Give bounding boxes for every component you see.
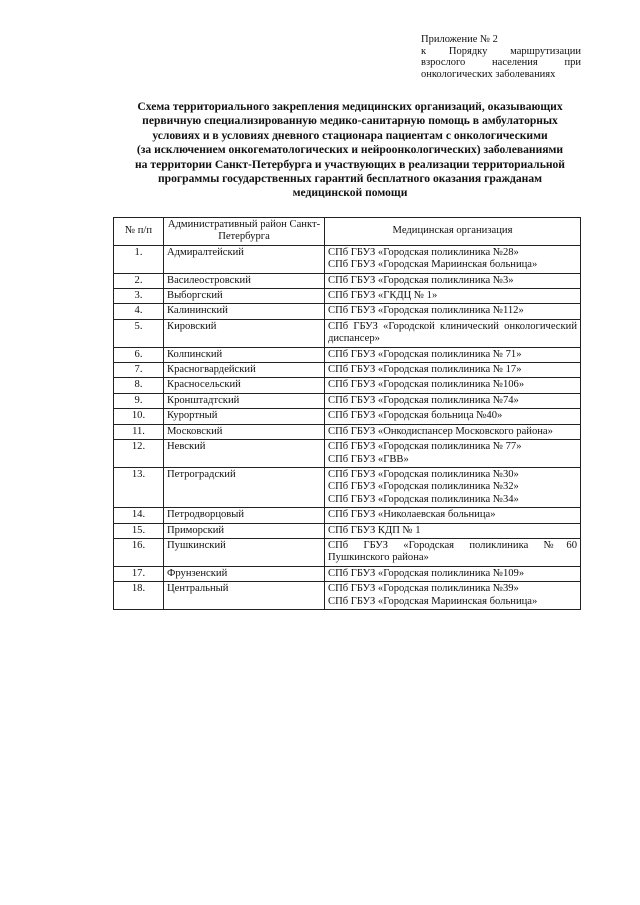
table-row — [114, 273, 581, 288]
table-row — [114, 347, 581, 362]
row-number: 14. — [114, 508, 164, 523]
organization-name: СПб ГБУЗ «ГКДЦ № 1» — [328, 290, 438, 302]
table-row — [114, 424, 581, 439]
organization-cell — [325, 347, 581, 362]
district-name: Кировский — [164, 319, 325, 347]
organization-cell — [325, 378, 581, 393]
district-name: Калининский — [164, 304, 325, 319]
table-row — [114, 508, 581, 523]
table-row — [114, 409, 581, 424]
organization-name: СПб ГБУЗ КДП № 1 — [328, 524, 421, 536]
organization-name: СПб ГБУЗ «Городская поликлиника №74» — [328, 394, 519, 406]
organization-cell — [325, 393, 581, 408]
table-row — [114, 538, 581, 566]
row-number: 12. — [114, 440, 164, 468]
organization-cell — [325, 363, 581, 378]
organization-cell — [325, 538, 581, 566]
organization-cell — [325, 467, 581, 507]
title-line: программы государственных гарантий бесплатного оказания гражданам — [157, 172, 543, 186]
table-row — [114, 245, 581, 273]
organization-name: СПб ГБУЗ «Онкодиспансер Московского района» — [328, 425, 553, 437]
organization-name: СПб ГБУЗ «Городская Мариинская больница» — [328, 259, 538, 271]
organization-cell — [325, 289, 581, 304]
organization-name: СПб ГБУЗ «Городской клинический онкологический диспансер» — [328, 320, 577, 345]
appendix-word: Порядку — [448, 45, 488, 57]
appendix-line-3 — [421, 57, 581, 69]
appendix-word: к — [421, 45, 427, 57]
district-name: Кронштадтский — [164, 393, 325, 408]
organization-name: СПб ГБУЗ «Городская поликлиника №34» — [328, 493, 519, 505]
title-line: первичную специализированную медико-санитарную помощь в амбулаторных — [142, 114, 558, 128]
row-number: 9. — [114, 393, 164, 408]
table-row — [114, 440, 581, 468]
row-number: 3. — [114, 289, 164, 304]
district-name: Курортный — [164, 409, 325, 424]
district-name: Василеостровский — [164, 273, 325, 288]
district-name: Выборгский — [164, 289, 325, 304]
row-number: 15. — [114, 523, 164, 538]
organization-cell — [325, 582, 581, 610]
district-name: Красногвардейский — [164, 363, 325, 378]
organization-name: СПб ГБУЗ «Городская поликлиника № 71» — [328, 348, 522, 360]
table-header-row — [114, 218, 581, 246]
table-row — [114, 393, 581, 408]
district-name: Невский — [164, 440, 325, 468]
row-number: 10. — [114, 409, 164, 424]
table-row — [114, 319, 581, 347]
table-row — [114, 363, 581, 378]
organization-cell — [325, 409, 581, 424]
organization-cell — [325, 440, 581, 468]
organization-name: СПб ГБУЗ «Городская поликлиника № 77» — [328, 441, 522, 453]
organization-name: СПб ГБУЗ «Городская поликлиника №28» — [328, 246, 519, 258]
row-number: 11. — [114, 424, 164, 439]
row-number: 17. — [114, 566, 164, 581]
organization-name: СПб ГБУЗ «Городская поликлиника №106» — [328, 379, 525, 391]
district-name: Адмиралтейский — [164, 245, 325, 273]
organization-cell — [325, 304, 581, 319]
district-name: Центральный — [164, 582, 325, 610]
organization-name: СПб ГБУЗ «Городская Мариинская больница» — [328, 595, 538, 607]
row-number: 4. — [114, 304, 164, 319]
organization-name: СПб ГБУЗ «Городская поликлиника №39» — [328, 583, 519, 595]
title-line: (за исключением онкогематологических и нейроонкологических) заболеваниями — [136, 143, 564, 157]
title-line: Схема территориального закрепления медицинских организаций, оказывающих — [137, 100, 563, 113]
row-number: 18. — [114, 582, 164, 610]
organization-name: СПб ГБУЗ «Городская поликлиника №60 Пушкинского района» — [328, 539, 577, 564]
organization-cell — [325, 424, 581, 439]
title-line: медицинской помощи — [292, 186, 408, 200]
district-name: Пушкинский — [164, 538, 325, 566]
row-number: 16. — [114, 538, 164, 566]
row-number: 1. — [114, 245, 164, 273]
table-row — [114, 304, 581, 319]
organization-name: СПб ГБУЗ «Городская поликлиника №109» — [328, 567, 525, 579]
row-number: 13. — [114, 467, 164, 507]
appendix-line-2 — [421, 46, 581, 58]
table-row — [114, 378, 581, 393]
appendix-line-4: онкологических заболеваниях — [421, 68, 556, 80]
organization-name: СПб ГБУЗ «ГВВ» — [328, 453, 409, 465]
row-number: 8. — [114, 378, 164, 393]
organization-cell — [325, 245, 581, 273]
organization-cell — [325, 566, 581, 581]
district-name: Московский — [164, 424, 325, 439]
header-district: Административный район Санкт-Петербурга — [164, 218, 325, 246]
organization-cell — [325, 273, 581, 288]
appendix-word: при — [564, 57, 581, 69]
document-title — [115, 100, 585, 201]
organization-name: СПб ГБУЗ «Городская поликлиника № 17» — [328, 364, 522, 376]
table-row — [114, 467, 581, 507]
organization-cell — [325, 319, 581, 347]
appendix-note — [421, 34, 581, 80]
table-row — [114, 566, 581, 581]
district-name: Приморский — [164, 523, 325, 538]
header-organization: Медицинская организация — [325, 218, 581, 246]
title-line: на территории Санкт-Петербурга и участвующих в реализации территориальной — [135, 157, 565, 171]
organization-name: СПб ГБУЗ «Николаевская больница» — [328, 509, 496, 521]
appendix-word: маршрутизации — [510, 45, 581, 57]
table-row — [114, 523, 581, 538]
district-name: Красносельский — [164, 378, 325, 393]
row-number: 2. — [114, 273, 164, 288]
table-row — [114, 582, 581, 610]
district-name: Колпинский — [164, 347, 325, 362]
organization-name: СПб ГБУЗ «Городская поликлиника №30» — [328, 468, 519, 480]
organizations-table — [113, 217, 581, 610]
appendix-line-1: Приложение № 2 — [421, 34, 498, 45]
row-number: 5. — [114, 319, 164, 347]
organization-cell — [325, 523, 581, 538]
organization-name: СПб ГБУЗ «Городская поликлиника №112» — [328, 305, 524, 317]
organization-name: СПб ГБУЗ «Городская больница №40» — [328, 410, 503, 422]
header-number: № п/п — [114, 218, 164, 246]
appendix-word: населения — [492, 57, 538, 69]
organization-name: СПб ГБУЗ «Городская поликлиника №32» — [328, 481, 519, 493]
title-line: условиях и в условиях дневного стационара пациентам с онкологическими — [152, 128, 548, 142]
organization-cell — [325, 508, 581, 523]
row-number: 6. — [114, 347, 164, 362]
row-number: 7. — [114, 363, 164, 378]
table-body — [114, 245, 581, 609]
organization-name: СПб ГБУЗ «Городская поликлиника №3» — [328, 274, 514, 286]
district-name: Петродворцовый — [164, 508, 325, 523]
district-name: Петроградский — [164, 467, 325, 507]
district-name: Фрунзенский — [164, 566, 325, 581]
table-row — [114, 289, 581, 304]
appendix-word: взрослого — [421, 57, 466, 69]
